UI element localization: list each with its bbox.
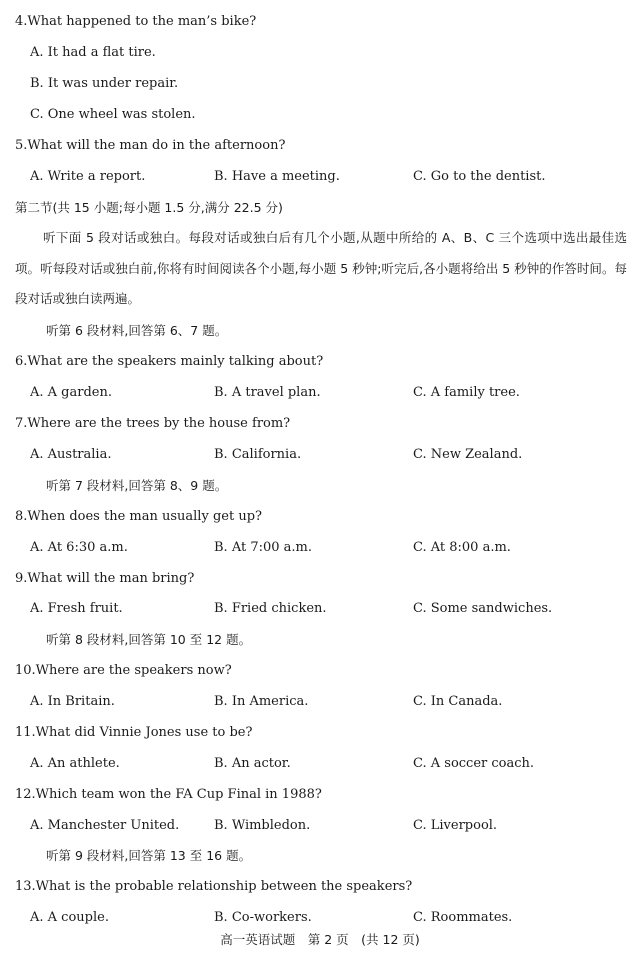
question-10-option-c: C. In Canada.	[413, 694, 503, 709]
question-11-option-a: A. An athlete.	[30, 756, 120, 771]
question-12-option-a: A. Manchester United.	[30, 818, 180, 833]
question-4-option-a: A. It had a flat tire.	[30, 45, 156, 60]
question-5-option-b: B. Have a meeting.	[214, 169, 340, 184]
question-12-stem: 12.Which team won the FA Cup Final in 1988?	[15, 787, 322, 802]
question-5-stem: 5.What will the man do in the afternoon?	[15, 138, 286, 153]
question-6-stem: 6.What are the speakers mainly talking about?	[15, 354, 324, 369]
question-13-option-b: B. Co-workers.	[214, 910, 312, 925]
section-2-instructions: 听下面 5 段对话或独白。每段对话或独白后有几个小题,从题中所给的 A、B、C 三个选项中选出最佳选项。听每段对话或独白前,你将有时间阅读各个小题,每小题 5 秒钟;听完后,各小题将给出 5 秒钟的作答时间。每段对话或独白读两遍。	[15, 230, 627, 306]
question-7-option-c: C. New Zealand.	[413, 447, 523, 462]
listen-material-9: 听第 9 段材料,回答第 13 至 16 题。	[46, 848, 252, 863]
question-8-option-b: B. At 7:00 a.m.	[214, 540, 313, 555]
question-9-option-a: A. Fresh fruit.	[30, 601, 123, 616]
question-6-option-a: A. A garden.	[30, 385, 112, 400]
question-11-option-c: C. A soccer coach.	[413, 756, 535, 771]
question-10-stem: 10.Where are the speakers now?	[15, 663, 232, 678]
question-13-option-c: C. Roommates.	[413, 910, 513, 925]
question-4-option-c: C. One wheel was stolen.	[30, 107, 196, 122]
question-12-option-b: B. Wimbledon.	[214, 818, 311, 833]
page-footer: 高一英语试题 第 2 页 (共 12 页)	[220, 932, 420, 947]
listen-material-8: 听第 8 段材料,回答第 10 至 12 题。	[46, 632, 252, 647]
section-2-heading: 第二节(共 15 小题;每小题 1.5 分,满分 22.5 分)	[15, 200, 283, 215]
question-6-option-c: C. A family tree.	[413, 385, 520, 400]
question-9-option-c: C. Some sandwiches.	[413, 601, 553, 616]
question-10-option-a: A. In Britain.	[30, 694, 115, 709]
question-7-stem: 7.Where are the trees by the house from?	[15, 416, 291, 431]
question-7-option-a: A. Australia.	[30, 447, 112, 462]
question-5-option-c: C. Go to the dentist.	[413, 169, 546, 184]
question-6-option-b: B. A travel plan.	[214, 385, 321, 400]
question-13-option-a: A. A couple.	[30, 910, 109, 925]
question-9-option-b: B. Fried chicken.	[214, 601, 327, 616]
listen-material-6: 听第 6 段材料,回答第 6、7 题。	[46, 323, 228, 338]
question-5-option-a: A. Write a report.	[30, 169, 146, 184]
question-8-stem: 8.When does the man usually get up?	[15, 509, 262, 524]
question-10-option-b: B. In America.	[214, 694, 309, 709]
question-8-option-c: C. At 8:00 a.m.	[413, 540, 511, 555]
question-4-stem: 4.What happened to the man’s bike?	[15, 14, 257, 29]
question-12-option-c: C. Liverpool.	[413, 818, 498, 833]
question-11-option-b: B. An actor.	[214, 756, 291, 771]
question-13-stem: 13.What is the probable relationship between the speakers?	[15, 879, 413, 894]
question-11-stem: 11.What did Vinnie Jones use to be?	[15, 725, 253, 740]
listen-material-7: 听第 7 段材料,回答第 8、9 题。	[46, 478, 228, 493]
question-9-stem: 9.What will the man bring?	[15, 571, 195, 586]
question-7-option-b: B. California.	[214, 447, 302, 462]
question-4-option-b: B. It was under repair.	[30, 76, 179, 91]
question-8-option-a: A. At 6:30 a.m.	[30, 540, 128, 555]
